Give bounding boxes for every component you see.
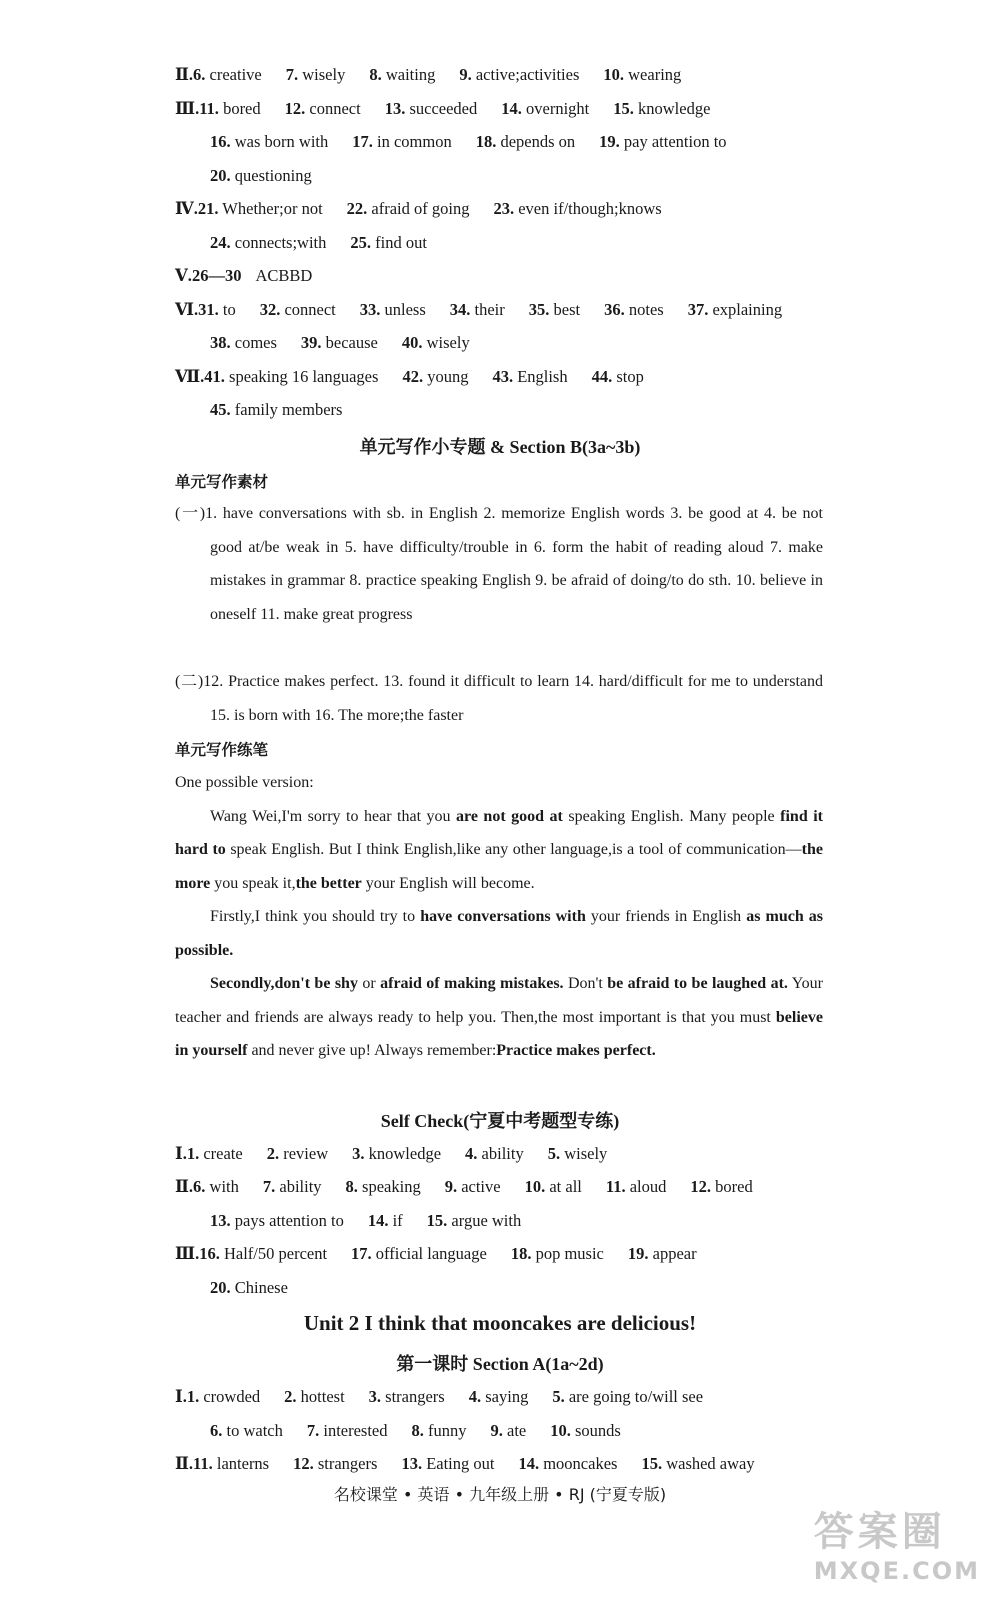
essay-text: or — [357, 975, 381, 992]
answer-item: 15. argue with — [426, 1211, 522, 1230]
essay-keyphrase: be afraid to be laughed at. — [607, 975, 788, 992]
answer-item: 3. knowledge — [352, 1144, 442, 1163]
answer-item: 10. sounds — [550, 1421, 621, 1440]
answer-row — [175, 1142, 820, 1166]
answer-item: 10. wearing — [603, 65, 682, 84]
answer-item: 43. English — [492, 367, 568, 386]
lesson-heading: 第一课时 Section A(1a~2d) — [396, 1354, 604, 1374]
material-text: 12. Practice makes perfect. 13. found it difficult to learn 14. hard/difficult for me to understand 15. is born with 16. The more;the faster — [203, 673, 823, 724]
answer-item: 45. family members — [210, 400, 343, 419]
answer-item: 16. was born with — [210, 132, 329, 151]
answer-item: 13. pays attention to — [210, 1211, 344, 1230]
section-numeral: Ⅵ. — [175, 300, 199, 319]
answer-item: 13. succeeded — [384, 99, 478, 118]
answer-item: 38. comes — [210, 333, 277, 352]
answer-row — [210, 130, 820, 154]
answer-item: 23. even if/though;knows — [493, 199, 662, 218]
section-numeral: Ⅶ. — [175, 367, 205, 386]
answer-item: 7. wisely — [285, 65, 346, 84]
answer-item: 11. aloud — [605, 1177, 667, 1196]
answer-item: 17. in common — [352, 132, 452, 151]
section-numeral: Ⅱ. — [175, 1454, 194, 1473]
answer-item: 2. hottest — [284, 1387, 345, 1406]
answer-item: 8. funny — [411, 1421, 467, 1440]
answer-item: 19. appear — [627, 1244, 697, 1263]
essay-keyphrase: the more — [175, 841, 823, 892]
section-numeral: Ⅳ. — [175, 199, 198, 218]
essay-intro: One possible version: — [175, 774, 314, 791]
subheading-material: 单元写作素材 — [175, 473, 269, 491]
answer-item: 35. best — [528, 300, 581, 319]
answer-item: 6. with — [193, 1177, 239, 1196]
section-numeral: Ⅱ. — [175, 65, 194, 84]
essay-keyphrase: have conversations with — [420, 908, 586, 925]
essay-keyphrase: find it hard to — [175, 807, 823, 858]
essay-keyphrase: as much as possible. — [175, 908, 824, 959]
answer-item: 17. official language — [351, 1244, 487, 1263]
answer-item: 8. waiting — [369, 65, 436, 84]
essay-paragraph — [175, 967, 823, 1068]
essay-keyphrase: are not good at — [456, 807, 563, 825]
answer-item: 7. interested — [306, 1421, 388, 1440]
answer-item: 25. find out — [350, 233, 427, 252]
writing-material-2: (二)12. Practice makes perfect. 13. found it difficult to learn 14. hard/difficult for me to understand 15. is born with 16. The more;the faster — [175, 673, 823, 724]
essay-keyphrase: Secondly,don't be shy — [210, 975, 358, 992]
essay-text: speaking English. Many people — [562, 807, 781, 825]
answer-item: 36. notes — [604, 300, 664, 319]
section-heading-writing: 单元写作小专题 & Section B(3a~3b) — [359, 437, 641, 457]
answer-row — [210, 331, 820, 355]
page-footer: 名校课堂 • 英语 • 九年级上册 • RJ (宁夏专版) — [333, 1485, 667, 1504]
answer-item: 4. saying — [468, 1387, 529, 1406]
answer-item: 11. lanterns — [193, 1454, 270, 1473]
answer-item: 6. creative — [193, 65, 262, 84]
answer-row — [175, 97, 820, 121]
answer-row-choice: Ⅴ.26—30 ACBBD — [175, 266, 313, 285]
answer-item: 20. Chinese — [210, 1278, 288, 1297]
answer-item: 20. questioning — [210, 166, 312, 185]
answer-row — [175, 63, 820, 87]
essay-text: your friends in English — [585, 908, 747, 925]
answer-row — [210, 1209, 820, 1233]
answer-item: 11. bored — [199, 99, 261, 118]
answer-item: 12. bored — [690, 1177, 753, 1196]
answer-item: 8. speaking — [345, 1177, 421, 1196]
essay-paragraph — [175, 900, 823, 967]
answer-item: 5. are going to/will see — [552, 1387, 704, 1406]
answer-row — [175, 1175, 820, 1199]
answer-item: 9. active — [444, 1177, 501, 1196]
answer-item: 15. knowledge — [613, 99, 711, 118]
section-numeral: Ⅰ. — [175, 1144, 187, 1163]
answer-item: 42. young — [402, 367, 469, 386]
answer-item: 22. afraid of going — [346, 199, 470, 218]
answer-item: 1. crowded — [186, 1387, 261, 1406]
essay-keyphrase: afraid of making mistakes. — [380, 975, 564, 992]
answer-item: 9. ate — [490, 1421, 527, 1440]
answer-item: 5. wisely — [547, 1144, 608, 1163]
answer-item: 40. wisely — [401, 333, 470, 352]
essay-text: Your teacher and friends are always ready to help you. Then,the most important is that you must — [175, 975, 824, 1026]
answer-row — [175, 298, 820, 322]
watermark-logo: 答案圈 MXQE.COM — [813, 1509, 980, 1585]
answer-item: 14. overnight — [501, 99, 590, 118]
answer-item: 4. ability — [465, 1144, 524, 1163]
answer-item: 12. connect — [284, 99, 361, 118]
essay-text: your English will become. — [361, 874, 535, 892]
answer-item: 18. depends on — [475, 132, 576, 151]
unit-heading: Unit 2 I think that mooncakes are delicious! — [303, 1311, 697, 1335]
answer-row — [210, 164, 820, 188]
answer-item: 6. to watch — [210, 1421, 283, 1440]
subheading-practice: 单元写作练笔 — [175, 741, 269, 759]
answer-item: 3. strangers — [368, 1387, 445, 1406]
essay-text: and never give up! Always remember: — [247, 1042, 497, 1059]
section-numeral: Ⅰ. — [175, 1387, 187, 1406]
essay-text: Firstly,I think you should try to — [210, 908, 421, 925]
answer-row — [175, 197, 820, 221]
essay-keyphrase: Practice makes perfect. — [496, 1042, 656, 1059]
model-essay — [175, 766, 823, 1068]
answer-item: 13. Eating out — [401, 1454, 495, 1473]
answer-row — [175, 365, 820, 389]
answer-item: 39. because — [300, 333, 378, 352]
essay-text: Don't — [563, 975, 608, 992]
answer-item: 14. if — [367, 1211, 403, 1230]
answer-item: 32. connect — [259, 300, 336, 319]
answer-row — [210, 231, 820, 255]
answer-item: 1. create — [186, 1144, 243, 1163]
section-numeral: Ⅲ. — [175, 99, 200, 118]
essay-text: you speak it, — [210, 874, 296, 892]
answer-item: 44. stop — [591, 367, 644, 386]
answer-item: 9. active;activities — [459, 65, 580, 84]
answer-item: 21. Whether;or not — [197, 199, 323, 218]
essay-keyphrase: the better — [295, 874, 362, 892]
answer-item: 10. at all — [524, 1177, 582, 1196]
answer-row — [210, 398, 820, 422]
answer-item: 2. review — [266, 1144, 329, 1163]
answer-item: 14. mooncakes — [518, 1454, 618, 1473]
answer-item: 41. speaking 16 languages — [204, 367, 379, 386]
answer-item: 37. explaining — [687, 300, 783, 319]
answer-item: 33. unless — [359, 300, 426, 319]
writing-material-1: (一)1. have conversations with sb. in English 2. memorize English words 3. be good at 4. be not good at/be weak in 5. have difficulty/trouble in 6. form the habit of reading aloud 7. make mistakes in grammar 8. practice speaking English 9. be afraid of doing/to do sth. 10. believe in oneself 11. make great progress — [175, 505, 823, 623]
answer-row — [175, 1452, 820, 1476]
answer-item: 24. connects;with — [210, 233, 327, 252]
answer-item: 18. pop music — [510, 1244, 604, 1263]
section-numeral: Ⅱ. — [175, 1177, 194, 1196]
answer-item: 12. strangers — [293, 1454, 378, 1473]
section-numeral: Ⅲ. — [175, 1244, 200, 1263]
answer-item: 34. their — [449, 300, 505, 319]
essay-keyphrase: believe in yourself — [175, 1008, 823, 1059]
answer-item: 19. pay attention to — [599, 132, 727, 151]
answer-row — [210, 1419, 820, 1443]
essay-text: speak English. But I think English,like any other language,is a tool of communication— — [225, 841, 802, 858]
essay-text: Wang Wei,I'm sorry to hear that you — [210, 807, 457, 825]
essay-paragraph — [175, 800, 823, 901]
section-heading-selfcheck: Self Check(宁夏中考题型专练) — [380, 1111, 620, 1131]
answer-row — [175, 1242, 820, 1266]
answer-row — [210, 1276, 820, 1300]
answer-item: 31. to — [198, 300, 236, 319]
material-text: 1. have conversations with sb. in English 2. memorize English words 3. be good at 4. be not good at/be weak in 5. have difficulty/trouble in 6. form the habit of reading aloud 7. make mistakes in grammar 8. practice speaking English 9. be afraid of doing/to do sth. 10. believe in oneself 11. make great progress — [205, 505, 823, 623]
answer-item: 16. Half/50 percent — [199, 1244, 328, 1263]
answer-item: 15. washed away — [641, 1454, 755, 1473]
answer-item: 7. ability — [262, 1177, 322, 1196]
answer-row — [175, 1385, 820, 1409]
